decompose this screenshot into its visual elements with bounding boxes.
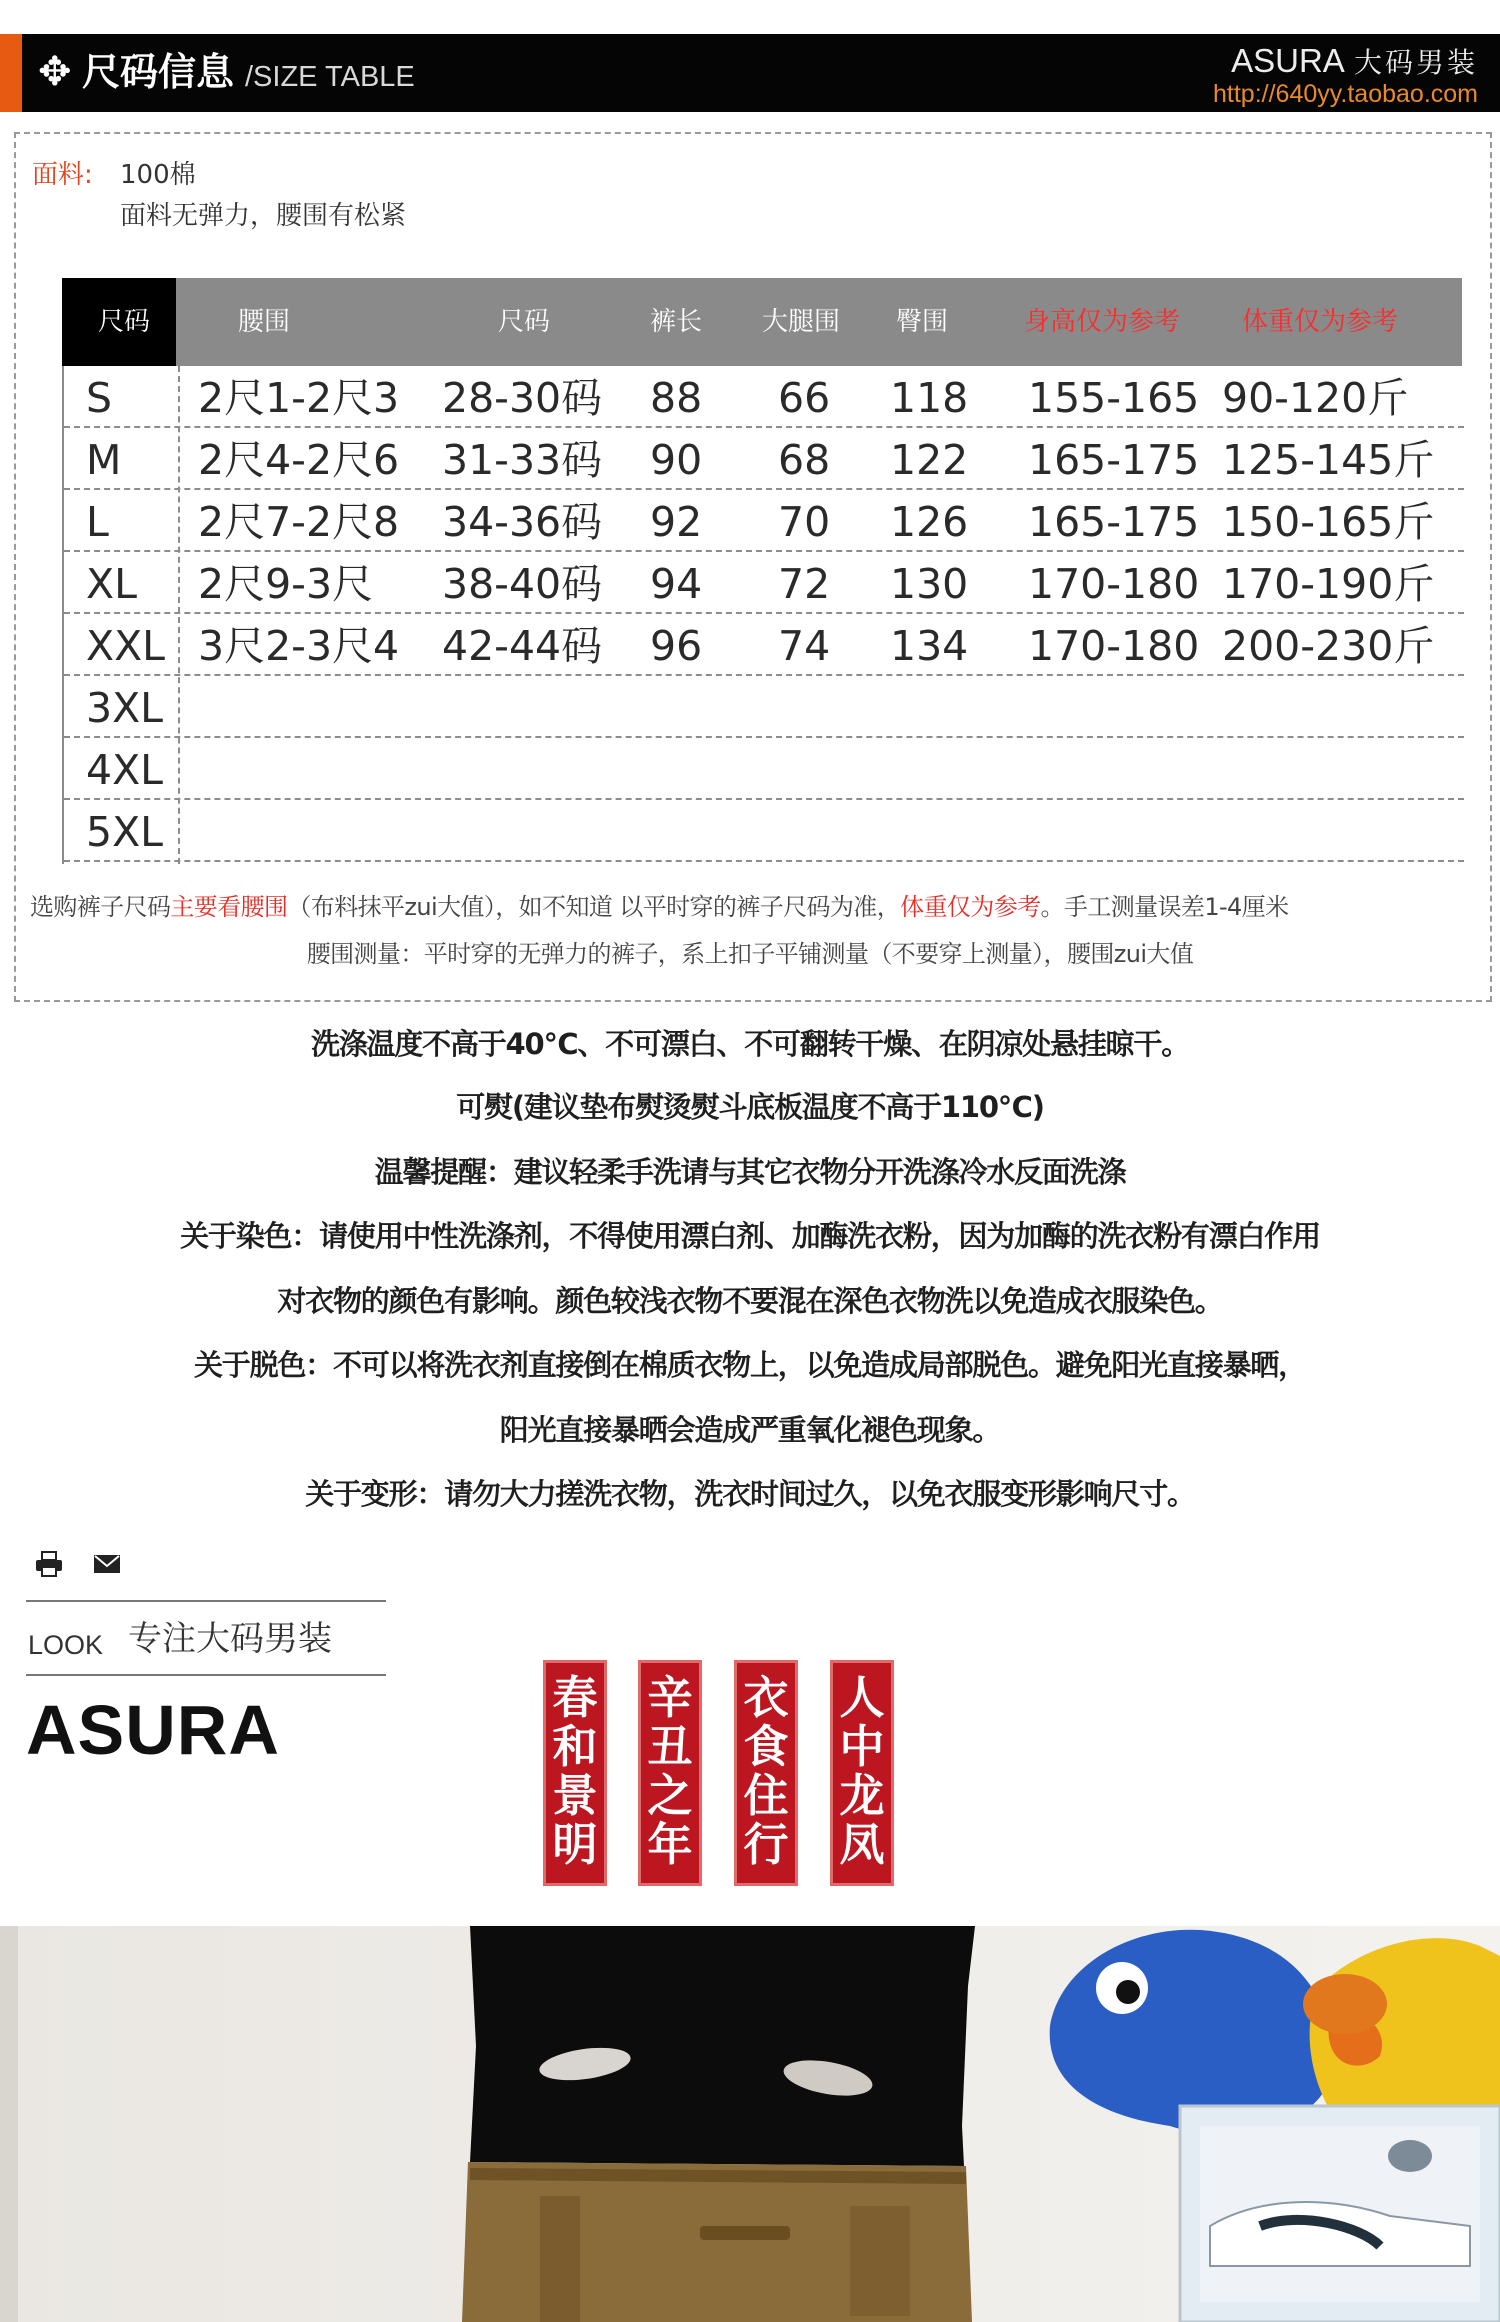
cell-height: 165-175 <box>1028 436 1200 484</box>
size-table-header <box>0 34 1500 112</box>
cell-hip: 126 <box>890 498 969 546</box>
care-line: 对衣物的颜色有影响。颜色较浅衣物不要混在深色衣物洗以免造成衣服染色。 <box>277 1284 1223 1318</box>
seal-char: 明 <box>552 1818 598 1871</box>
cell-size: L <box>86 498 109 546</box>
seal-text <box>546 1673 604 1869</box>
cell-thigh: 66 <box>778 374 831 422</box>
cell-weight: 170-190斤 <box>1222 560 1435 608</box>
col-header-waist: 腰围 <box>238 307 291 337</box>
seal-char: 之 <box>647 1769 693 1822</box>
cell-length: 92 <box>650 498 703 546</box>
seal-stamp <box>830 1660 894 1886</box>
col-header-length: 裤长 <box>650 307 703 337</box>
cell-height: 155-165 <box>1028 374 1200 422</box>
seal-char: 景 <box>552 1769 598 1822</box>
note-text: （布料抹平zui大值），如不知道 以平时穿的裤子尺码为准， <box>287 893 901 921</box>
cell-code: 38-40码 <box>442 560 603 608</box>
care-line: 洗涤温度不高于40℃、不可漂白、不可翻转干燥、在阴凉处悬挂晾干。 <box>310 1027 1190 1061</box>
col-header-thigh: 大腿围 <box>762 307 841 337</box>
cell-thigh: 74 <box>778 622 831 670</box>
cell-height: 170-180 <box>1028 560 1200 608</box>
seal-char: 中 <box>839 1720 885 1773</box>
seal-text <box>833 1673 891 1869</box>
cell-length: 96 <box>650 622 703 670</box>
care-line: 关于染色：请使用中性洗涤剂，不得使用漂白剂、加酶洗衣粉，因为加酶的洗衣粉有漂白作用 <box>180 1219 1320 1253</box>
cell-size: 3XL <box>86 684 164 732</box>
table-row <box>64 676 1464 738</box>
table-row <box>64 738 1464 800</box>
cell-code: 42-44码 <box>442 622 603 670</box>
cell-hip: 118 <box>890 374 969 422</box>
accent-bar <box>0 34 22 112</box>
cell-length: 88 <box>650 374 703 422</box>
care-line: 可熨(建议垫布熨烫熨斗底板温度不高于110℃) <box>456 1090 1044 1124</box>
table-row <box>64 552 1464 614</box>
cell-height: 170-180 <box>1028 622 1200 670</box>
cell-code: 31-33码 <box>442 436 603 484</box>
care-line: 关于脱色：不可以将洗衣剂直接倒在棉质衣物上，以免造成局部脱色。避免阳光直接暴晒， <box>193 1348 1306 1382</box>
seal-char: 年 <box>647 1818 693 1871</box>
cell-waist: 2尺1-2尺3 <box>198 374 400 422</box>
note-text: 。手工测量误差1-4厘米 <box>1040 893 1289 921</box>
table-body <box>62 366 1462 864</box>
fabric-label: 面料: <box>32 160 93 190</box>
brand-logo <box>1231 42 1478 82</box>
cell-length: 94 <box>650 560 703 608</box>
printer-icon[interactable] <box>34 1550 64 1585</box>
cell-thigh: 70 <box>778 498 831 546</box>
brand-name-cn: 大码男装 <box>1353 46 1478 79</box>
cell-size: XL <box>86 560 137 608</box>
cell-hip: 130 <box>890 560 969 608</box>
cell-weight: 90-120斤 <box>1222 374 1409 422</box>
col-header-weight: 体重仅为参考 <box>1242 307 1399 337</box>
cell-size: 4XL <box>86 746 164 794</box>
cell-waist: 3尺2-3尺4 <box>198 622 400 670</box>
cell-weight: 150-165斤 <box>1222 498 1435 546</box>
cell-size: 5XL <box>86 808 164 856</box>
cell-size: XXL <box>86 622 166 670</box>
cell-code: 28-30码 <box>442 374 603 422</box>
product-photo <box>0 1926 1500 2322</box>
seal-text <box>641 1673 699 1869</box>
cell-height: 165-175 <box>1028 498 1200 546</box>
table-header-row <box>62 278 1462 366</box>
table-row <box>64 800 1464 862</box>
col-header-size: 尺码 <box>98 307 151 337</box>
cell-weight: 125-145斤 <box>1222 436 1435 484</box>
col-header-hip: 臀围 <box>896 307 949 337</box>
divider <box>26 1600 386 1602</box>
care-line: 关于变形：请勿大力搓洗衣物，洗衣时间过久，以免衣服变形影响尺寸。 <box>305 1477 1195 1511</box>
cell-hip: 134 <box>890 622 969 670</box>
cell-code: 34-36码 <box>442 498 603 546</box>
divider <box>26 1674 386 1676</box>
envelope-icon[interactable] <box>92 1552 122 1583</box>
table-row <box>64 428 1464 490</box>
brand-name-en: ASURA <box>1231 42 1345 79</box>
cell-size: S <box>86 374 113 422</box>
seal-char: 食 <box>743 1720 789 1773</box>
cell-waist: 2尺9-3尺 <box>198 560 374 608</box>
cell-thigh: 68 <box>778 436 831 484</box>
table-row <box>64 614 1464 676</box>
fabric-note: 面料无弹力，腰围有松紧 <box>120 201 407 231</box>
tagline: 专注大码男装 <box>128 1619 332 1659</box>
look-label: LOOK <box>28 1630 104 1660</box>
store-url[interactable]: http://640yy.taobao.com <box>1213 80 1478 108</box>
cell-waist: 2尺7-2尺8 <box>198 498 400 546</box>
fabric-value: 100棉 <box>120 160 196 190</box>
seal-char: 人 <box>839 1671 885 1724</box>
note-highlight-waist: 主要看腰围 <box>170 893 288 921</box>
cell-size: M <box>86 436 122 484</box>
crosshair-icon: ✥ <box>38 49 72 95</box>
cell-waist: 2尺4-2尺6 <box>198 436 400 484</box>
seal-char: 行 <box>743 1818 789 1871</box>
seal-stamp <box>543 1660 607 1886</box>
care-line: 阳光直接暴晒会造成严重氧化褪色现象。 <box>499 1413 1001 1447</box>
page-title: 尺码信息 <box>82 50 235 94</box>
seal-stamp <box>734 1660 798 1886</box>
seal-char: 衣 <box>743 1671 789 1724</box>
seal-char: 丑 <box>647 1720 693 1773</box>
brand-wordmark: ASURA <box>26 1691 280 1769</box>
col-header-code: 尺码 <box>498 307 551 337</box>
seal-char: 春 <box>552 1671 598 1724</box>
seal-char: 龙 <box>839 1769 885 1822</box>
cell-length: 90 <box>650 436 703 484</box>
seal-char: 和 <box>552 1720 598 1773</box>
seal-char: 凤 <box>839 1818 885 1871</box>
seal-stamp <box>638 1660 702 1886</box>
seal-text <box>737 1673 795 1869</box>
note-text: 选购裤子尺码 <box>30 893 171 921</box>
cell-weight: 200-230斤 <box>1222 622 1435 670</box>
note-highlight-weight: 体重仅为参考 <box>900 893 1041 921</box>
size-selection-note <box>30 890 1289 924</box>
waist-measure-note: 腰围测量：平时穿的无弹力的裤子，系上扣子平铺测量（不要穿上测量），腰围zui大值 <box>306 940 1194 968</box>
table-row <box>64 366 1464 428</box>
seal-char: 辛 <box>647 1671 693 1724</box>
col-header-height: 身高仅为参考 <box>1024 307 1181 337</box>
care-line: 温馨提醒：建议轻柔手洗请与其它衣物分开洗涤冷水反面洗涤 <box>374 1155 1126 1189</box>
cell-thigh: 72 <box>778 560 831 608</box>
page-subtitle: /SIZE TABLE <box>245 61 415 93</box>
cell-hip: 122 <box>890 436 969 484</box>
seal-char: 住 <box>743 1769 789 1822</box>
table-row <box>64 490 1464 552</box>
